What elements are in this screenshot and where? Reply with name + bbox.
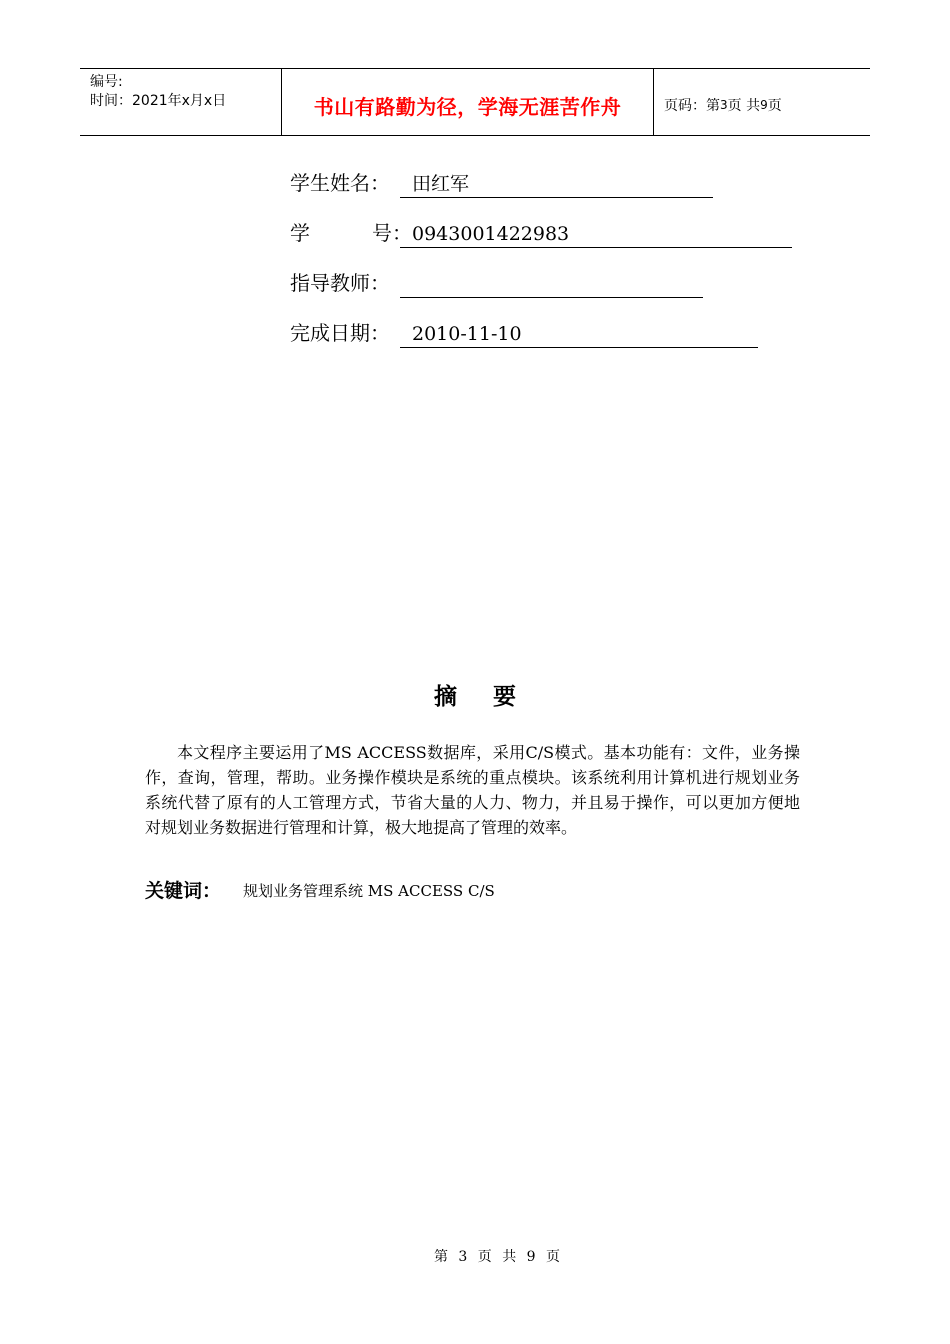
completion-date-label: 完成日期：	[290, 321, 390, 345]
student-id-value: 0943001422983	[400, 220, 792, 248]
header-page-total: 9	[760, 98, 768, 112]
advisor-label: 指导教师：	[290, 271, 390, 295]
completion-date-row	[290, 318, 758, 348]
student-name-row	[290, 168, 713, 198]
header-motto: 书山有路勤为径，学海无涯苦作舟	[282, 69, 654, 135]
advisor-row	[290, 268, 703, 298]
keywords-line	[145, 876, 800, 903]
serial-number-label: 编号:	[90, 74, 123, 90]
completion-date-value: 2010-11-10	[400, 320, 758, 348]
header-time: 时间：2021年x月x日	[90, 93, 227, 109]
advisor-value	[400, 270, 703, 298]
student-id-row	[290, 218, 792, 248]
header-page-current: 3	[720, 98, 728, 112]
student-id-label-part1: 学	[290, 221, 310, 245]
header-page-suffix: 页	[767, 98, 782, 114]
abstract-title: 摘 要	[433, 684, 530, 710]
student-id-label	[290, 218, 412, 248]
header-page-mid: 页 共	[727, 98, 761, 114]
keywords-value: 规划业务管理系统 MS ACCESS C/S	[243, 882, 495, 900]
student-id-label-part2: 号：	[372, 221, 412, 245]
abstract-body: 本文程序主要运用了MS ACCESS数据库，采用C/S模式。基本功能有：文件，业务操作，查询，管理，帮助。业务操作模块是系统的重点模块。该系统利用计算机进行规划业务系统代替了原有的人工管理方式，节省大量的人力、物力，并且易于操作，可以更加方便地对规划业务数据进行管理和计算，极大地提高了管理的效率。	[145, 743, 800, 837]
student-name-value: 田红军	[400, 170, 713, 198]
keywords-label: 关键词：	[145, 880, 222, 902]
header-page-label: 页码：第	[664, 98, 720, 114]
student-name-label: 学生姓名：	[290, 171, 390, 195]
page-footer: 第 3 页 共 9 页	[433, 1249, 561, 1265]
document-header	[80, 68, 870, 136]
header-meta-cell	[80, 69, 282, 135]
header-page-info	[654, 69, 870, 135]
